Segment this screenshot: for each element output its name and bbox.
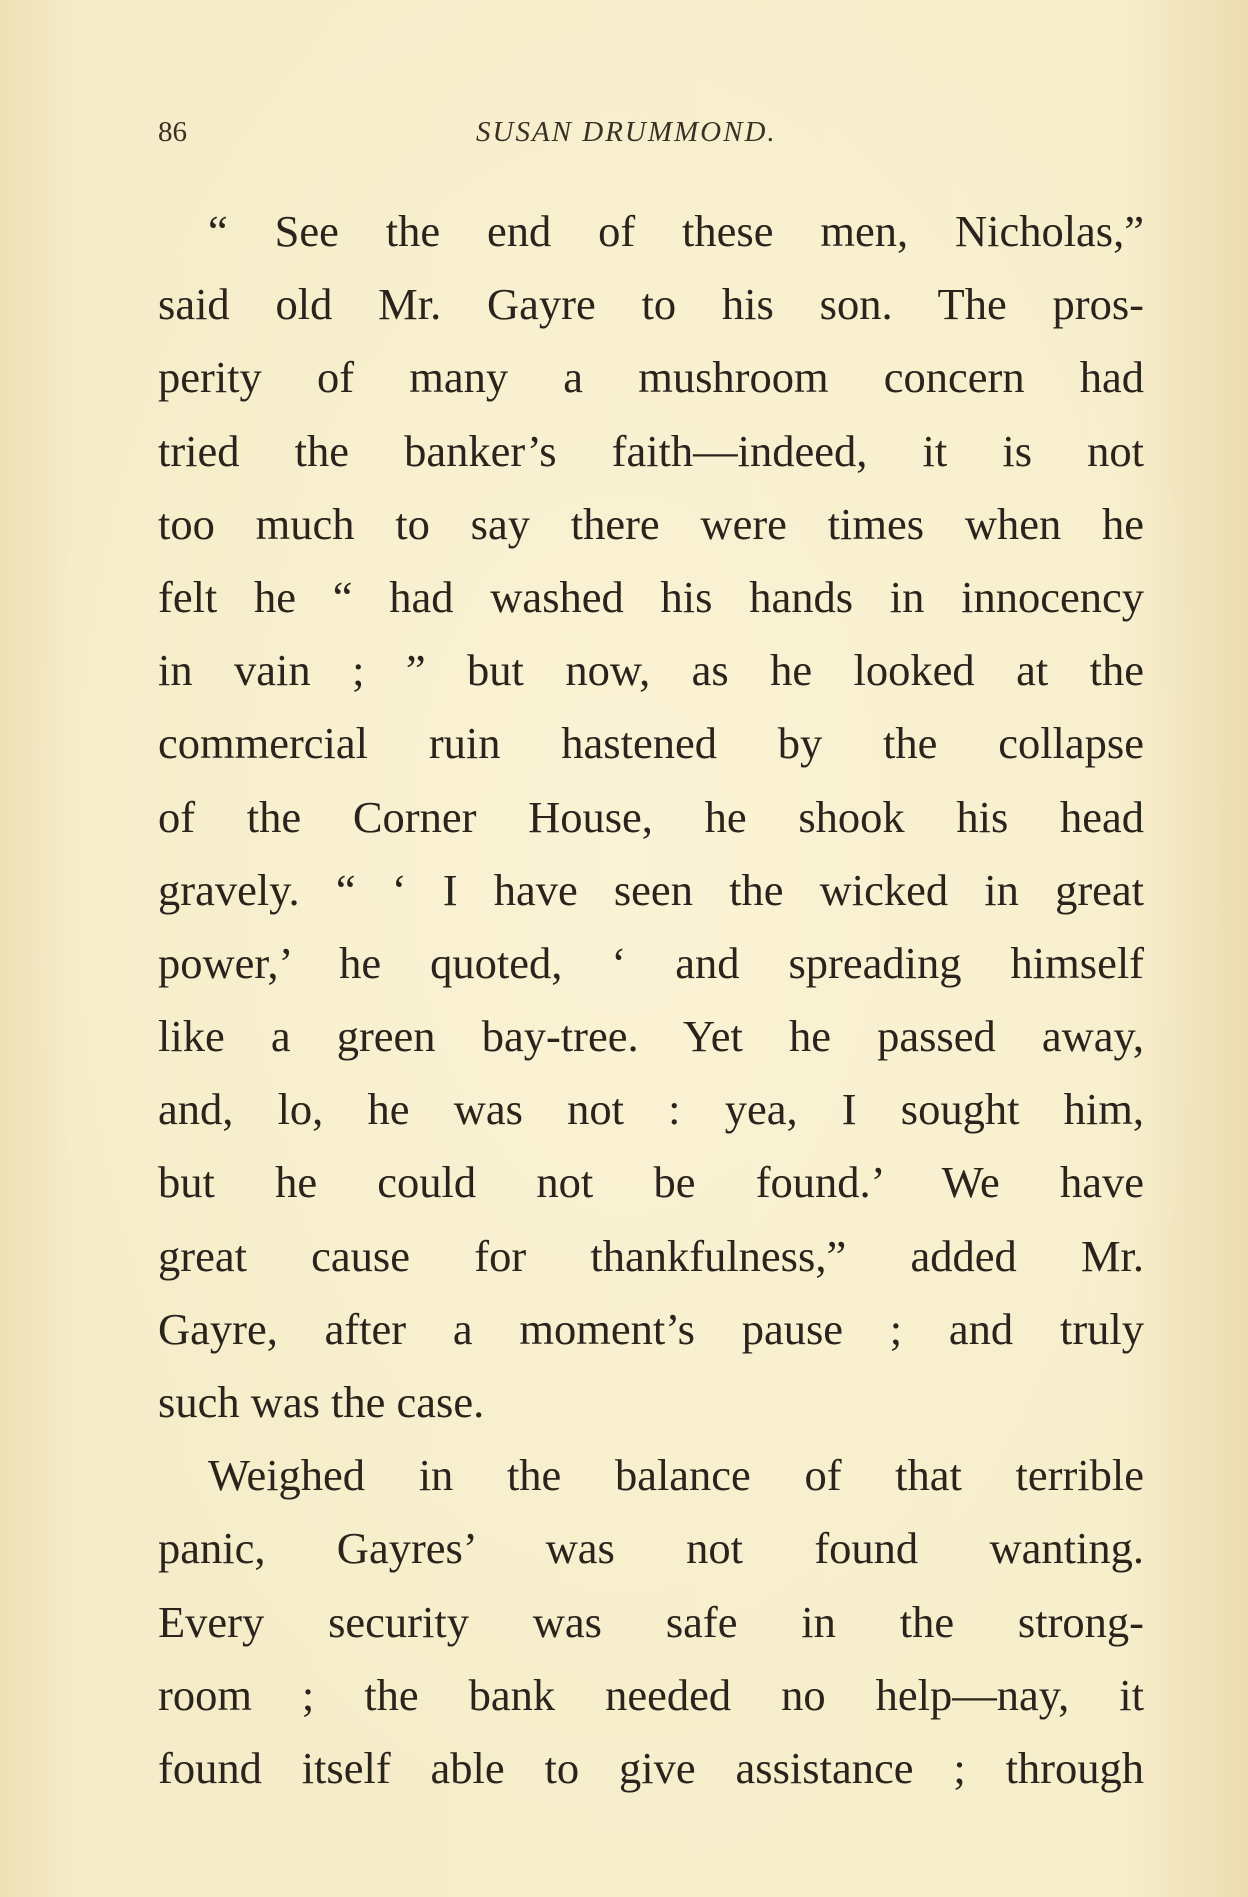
text-line: and, lo, he was not : yea, I sought him, — [158, 1084, 1144, 1135]
running-head — [158, 116, 838, 156]
text-line: Gayre, after a moment’s pause ; and truly — [158, 1303, 1144, 1354]
text-line: power,’ he quoted, ‘ and spreading himself — [158, 937, 1144, 988]
text-line: in vain ; ” but now, as he looked at the — [158, 645, 1144, 696]
text-line: panic, Gayres’ was not found wanting. — [158, 1523, 1144, 1574]
text-line: Every security was safe in the strong- — [158, 1596, 1144, 1647]
text-line: perity of many a mushroom concern had — [158, 352, 1144, 403]
paragraph-2 — [158, 1439, 1144, 1805]
text-line: too much to say there were times when he — [158, 498, 1144, 549]
text-line: felt he “ had washed his hands in innocency — [158, 571, 1144, 622]
text-line: like a green bay-tree. Yet he passed away, — [158, 1011, 1144, 1062]
paragraph-1 — [158, 195, 1144, 1439]
text-line: but he could not be found.’ We have — [158, 1157, 1144, 1208]
text-line: great cause for thankfulness,” added Mr. — [158, 1230, 1144, 1281]
text-line: gravely. “ ‘ I have seen the wicked in great — [158, 864, 1144, 915]
text-line: found itself able to give assistance ; through — [158, 1742, 1144, 1793]
text-line: “ See the end of these men, Nicholas,” — [208, 206, 1144, 256]
body-text — [158, 195, 1144, 1805]
text-line: Weighed in the balance of that terrible — [208, 1450, 1144, 1501]
text-line: of the Corner House, he shook his head — [158, 791, 1144, 842]
running-title: SUSAN DRUMMOND. — [476, 116, 777, 148]
text-line: said old Mr. Gayre to his son. The pros- — [158, 279, 1144, 330]
page-number: 86 — [158, 116, 187, 148]
text-line: room ; the bank needed no help—nay, it — [158, 1669, 1144, 1720]
text-line: commercial ruin hastened by the collapse — [158, 718, 1144, 769]
text-line: such was the case. — [158, 1377, 485, 1427]
text-line: tried the banker’s faith—indeed, it is not — [158, 425, 1144, 476]
